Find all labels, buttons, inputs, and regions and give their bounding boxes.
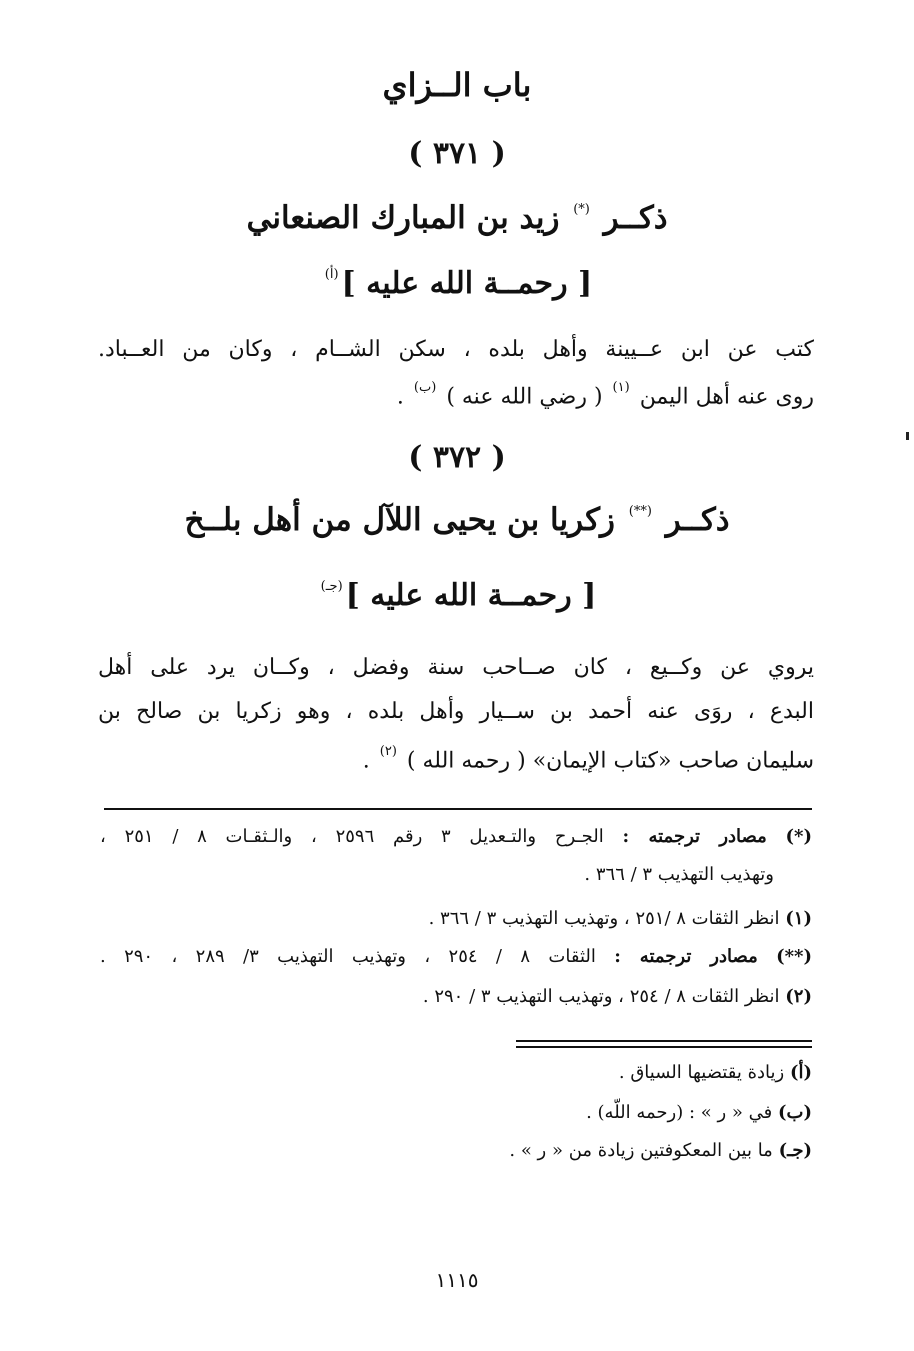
entry-heading-371	[100, 200, 814, 236]
heading-footnote-mark: (**)	[628, 503, 652, 519]
body-text: .	[396, 384, 404, 410]
scan-edge-mark	[906, 432, 909, 440]
entry-number-371: ( ٣٧١ )	[408, 136, 506, 171]
body-text: ( رضي الله عنه )	[446, 384, 603, 410]
entry-heading-372	[100, 502, 814, 538]
entry-dua-371	[100, 266, 814, 301]
footnote-source-label: مصادر ترجمته :	[614, 946, 758, 967]
editor-notes-divider	[516, 1040, 812, 1048]
body-text: سليمان صاحب «كتاب الإيمان» ( رحمه الله )	[406, 748, 814, 774]
footnote-ref: (٢)	[379, 744, 397, 759]
editor-note-text: ما بين المعكوفتين زيادة من « ر » .	[509, 1140, 773, 1161]
dua-mark: (أ)	[324, 267, 339, 282]
body-line	[98, 372, 814, 414]
footnote-text: انظر الثقات ٨ /٢٥١ ، وتهذيب التهذيب ٣ / ٣٦٦ .	[428, 908, 780, 929]
dua-mark: (جـ)	[320, 579, 343, 594]
heading-prefix: ذكــر	[665, 502, 730, 538]
editor-note-text: في « ر » : (رحمه اللّه) .	[586, 1102, 773, 1123]
body-line: البدع ، روَى عنه أحمد بن ســيار وأهل بلده ، وهو زكريا بن صالح بن	[98, 699, 814, 724]
dua-text: [ رحمــة الله عليه ]	[341, 266, 593, 301]
entry-number-372: ( ٣٧٢ )	[408, 440, 506, 475]
footnote-line	[100, 984, 812, 1010]
footnote-marker: (*)	[785, 826, 812, 847]
body-line: يروي عن وكــيع ، كان صــاحب سنة وفضل ، وكــان يرد على أهل	[98, 655, 814, 680]
editor-note-marker: (جـ)	[778, 1140, 812, 1161]
editor-note-marker: (أ)	[789, 1062, 812, 1083]
body-text: .	[362, 748, 370, 774]
footnote-source-label: مصادر ترجمته :	[622, 826, 767, 847]
footnote-marker: (**)	[776, 946, 812, 967]
body-line	[98, 736, 814, 778]
footnote-divider	[104, 808, 812, 810]
entry-body-371	[98, 330, 814, 414]
heading-prefix: ذكــر	[603, 200, 668, 236]
footnote-continuation: وتهذيب التهذيب ٣ / ٣٦٦ .	[584, 864, 774, 885]
heading-name: زكريا بن يحيى اللآل من أهل بلــخ	[184, 502, 615, 538]
editor-note-line	[100, 1138, 812, 1164]
footnote-marker: (٢)	[785, 986, 812, 1007]
footnote-marker: (١)	[785, 908, 812, 929]
editor-note-line	[100, 1100, 812, 1126]
body-text: روى عنه أهل اليمن	[639, 384, 814, 410]
heading-footnote-mark: (*)	[573, 201, 590, 217]
footnote-ref: (ب)	[413, 380, 437, 395]
page-number: ١١١٥	[435, 1268, 479, 1292]
dua-text: [ رحمــة الله عليه ]	[345, 578, 597, 613]
footnote-text: الثقات ٨ / ٢٥٤ ، وتهذيب التهذيب ٣/ ٢٨٩ ، ٢٩٠ .	[100, 946, 596, 967]
editor-note-text: زيادة يقتضيها السياق .	[618, 1062, 785, 1083]
footnote-line	[100, 824, 812, 850]
footnote-line	[100, 862, 812, 888]
editor-note-marker: (ب)	[778, 1102, 812, 1123]
body-line: كتب عن ابن عــيينة وأهل بلده ، سكن الشــام ، وكان من العــباد.	[98, 337, 814, 362]
heading-name: زيد بن المبارك الصنعاني	[246, 200, 560, 236]
footnote-ref: (١)	[612, 380, 630, 395]
chapter-title: باب الــزاي	[382, 66, 532, 104]
footnote-text: الجـرح والتـعديل ٣ رقم ٢٥٩٦ ، والـثقـات ٨ / ٢٥١ ،	[100, 826, 604, 847]
entry-body-372	[98, 648, 814, 778]
footnote-line	[100, 944, 812, 970]
footnote-line	[100, 906, 812, 932]
footnote-text: انظر الثقات ٨ / ٢٥٤ ، وتهذيب التهذيب ٣ / ٢٩٠ .	[422, 986, 780, 1007]
entry-dua-372	[100, 578, 814, 613]
editor-note-line	[100, 1060, 812, 1086]
